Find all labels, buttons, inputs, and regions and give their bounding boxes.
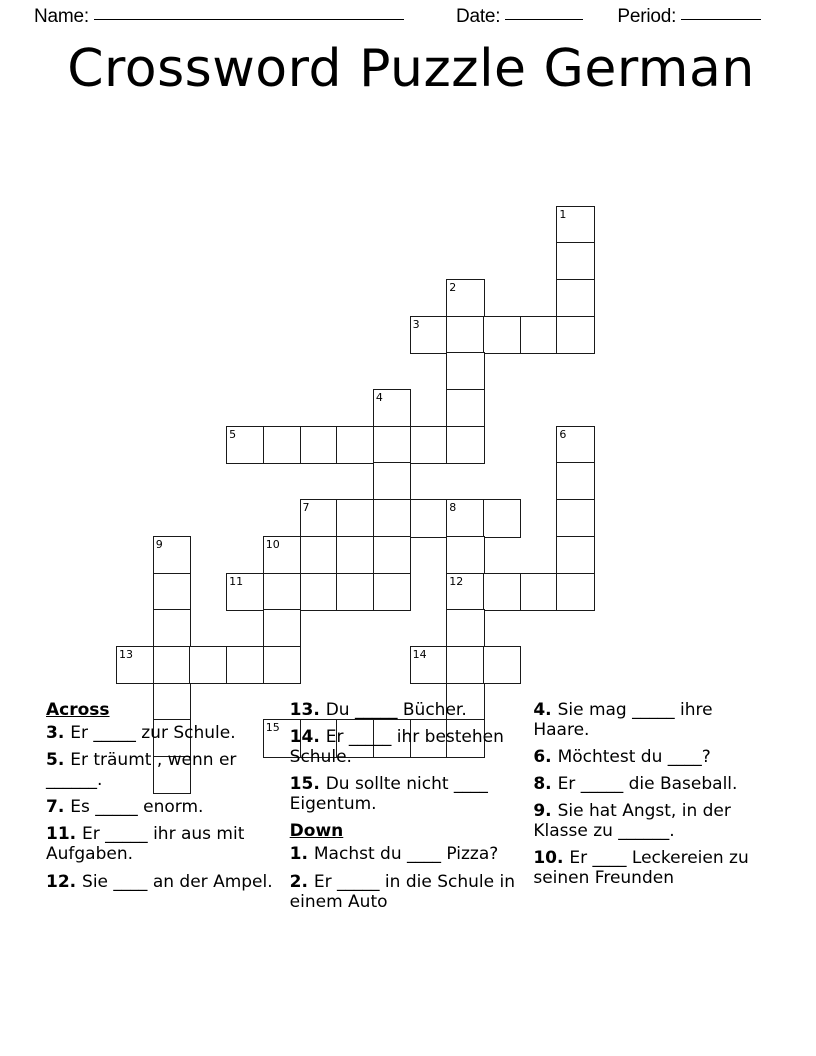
clue-text: Er _____ ihr bestehen Schule. [289, 727, 504, 768]
clue-number: 2. [289, 871, 314, 892]
clue-item [290, 700, 518, 720]
crossword-clue-number: 11 [229, 574, 244, 588]
crossword-cell[interactable] [556, 573, 594, 611]
crossword-cell[interactable] [556, 279, 594, 317]
clue-text: Sie ____ an der Ampel. [82, 871, 273, 892]
crossword-cell[interactable] [373, 499, 411, 537]
crossword-cell[interactable] [153, 573, 191, 611]
clue-item [533, 747, 766, 767]
clue-text: Er _____ die Baseball. [557, 774, 738, 795]
crossword-cell[interactable] [153, 536, 191, 574]
crossword-cell[interactable] [263, 573, 301, 611]
clue-section [0, 700, 816, 919]
clue-number: 1. [289, 844, 314, 865]
clue-column-3 [533, 700, 782, 919]
crossword-cell[interactable] [446, 389, 484, 427]
crossword-clue-number: 10 [265, 537, 280, 551]
crossword-cell[interactable] [446, 646, 484, 684]
name-write-line[interactable] [94, 19, 404, 20]
crossword-cell[interactable] [483, 573, 521, 611]
clue-number: 6. [533, 747, 558, 768]
clue-column-1 [46, 700, 290, 919]
crossword-cell[interactable] [263, 609, 301, 647]
crossword-cell[interactable] [153, 646, 191, 684]
page-title: Crossword Puzzle German [67, 39, 755, 99]
clue-number: 9. [533, 801, 558, 822]
clue-item [533, 700, 766, 740]
period-label: Period: [617, 6, 677, 27]
clue-text: Er _____ in die Schule in einem Auto [289, 871, 515, 912]
crossword-cell[interactable] [116, 646, 154, 684]
crossword-cell[interactable] [263, 646, 301, 684]
crossword-cell[interactable] [300, 499, 338, 537]
clue-item [290, 872, 518, 912]
clue-text: Machst du ____ Pizza? [313, 844, 499, 865]
clue-number: 5. [46, 750, 71, 771]
crossword-cell[interactable] [263, 426, 301, 464]
clue-number: 13. [289, 700, 326, 720]
clue-number: 10. [533, 848, 570, 869]
crossword-cell[interactable] [226, 426, 264, 464]
crossword-cell[interactable] [226, 573, 264, 611]
crossword-cell[interactable] [373, 389, 411, 427]
clue-text: Du sollte nicht ____ Eigentum. [289, 774, 488, 815]
clue-number: 14. [289, 727, 326, 748]
crossword-cell[interactable] [556, 316, 594, 354]
crossword-cell[interactable] [410, 316, 448, 354]
crossword-cell[interactable] [446, 316, 484, 354]
clue-text: Es _____ enorm. [70, 797, 204, 818]
clue-item [533, 848, 766, 888]
clue-item [46, 872, 274, 892]
clue-text: Sie mag _____ ihre Haare. [533, 700, 713, 741]
crossword-cell[interactable] [410, 499, 448, 537]
crossword-clue-number: 7 [302, 501, 310, 515]
clue-text: Möchtest du ____? [557, 747, 711, 768]
crossword-cell[interactable] [446, 499, 484, 537]
clue-item [290, 727, 518, 767]
crossword-cell[interactable] [446, 609, 484, 647]
across-heading: Across [46, 700, 110, 720]
crossword-clue-number: 13 [119, 647, 133, 661]
crossword-clue-number: 3 [412, 317, 420, 331]
name-label: Name: [34, 6, 89, 27]
crossword-clue-number: 9 [155, 537, 163, 551]
crossword-cell[interactable] [520, 573, 558, 611]
name-field-group [34, 6, 404, 28]
crossword-cell[interactable] [373, 426, 411, 464]
clue-item [290, 844, 518, 864]
crossword-cell[interactable] [300, 573, 338, 611]
clue-item [46, 797, 274, 817]
crossword-clue-number: 5 [229, 427, 237, 441]
crossword-cell[interactable] [556, 206, 594, 244]
crossword-clue-number: 6 [559, 427, 567, 441]
clue-column-2 [290, 700, 534, 919]
crossword-cell[interactable] [410, 426, 448, 464]
crossword-cell[interactable] [263, 536, 301, 574]
clue-number: 8. [533, 774, 558, 795]
crossword-cell[interactable] [446, 573, 484, 611]
crossword-clue-number: 4 [375, 391, 383, 405]
crossword-clue-number: 1 [559, 207, 567, 221]
crossword-cell[interactable] [226, 646, 264, 684]
clue-text: Er _____ ihr aus mit Aufgaben. [46, 824, 245, 865]
crossword-cell[interactable] [556, 536, 594, 574]
crossword-clue-number: 2 [449, 280, 457, 294]
crossword-cell[interactable] [300, 426, 338, 464]
crossword-cell[interactable] [373, 536, 411, 574]
clue-text: Er _____ zur Schule. [70, 723, 236, 744]
crossword-cell[interactable] [556, 499, 594, 537]
crossword-cell[interactable] [336, 426, 374, 464]
crossword-cell[interactable] [153, 609, 191, 647]
crossword-cell[interactable] [189, 646, 227, 684]
crossword-cell[interactable] [336, 536, 374, 574]
crossword-cell[interactable] [520, 316, 558, 354]
crossword-cell[interactable] [300, 536, 338, 574]
clue-item [290, 774, 518, 814]
clue-item [533, 801, 766, 841]
clue-text: Er träumt , wenn er ______. [46, 750, 237, 791]
crossword-clue-number: 8 [449, 501, 457, 515]
down-heading: Down [289, 821, 344, 842]
clue-item [533, 774, 766, 794]
crossword-clue-number: 12 [449, 574, 464, 588]
clue-number: 7. [46, 797, 71, 818]
date-field-group [456, 6, 583, 28]
clue-number: 3. [46, 723, 71, 744]
crossword-cell[interactable] [446, 426, 484, 464]
clue-number: 12. [46, 871, 83, 892]
clue-number: 15. [289, 774, 326, 795]
crossword-cell[interactable] [410, 646, 448, 684]
crossword-cell[interactable] [373, 573, 411, 611]
date-write-line[interactable] [505, 19, 583, 20]
crossword-cell[interactable] [483, 646, 521, 684]
clue-number: 11. [46, 824, 83, 845]
crossword-cell[interactable] [446, 279, 484, 317]
clue-item [46, 824, 274, 864]
clue-text: Du _____ Bücher. [325, 700, 467, 720]
crossword-clue-number: 14 [412, 647, 427, 661]
date-label: Date: [455, 6, 501, 27]
clue-number: 4. [533, 700, 558, 720]
crossword-cell[interactable] [483, 316, 521, 354]
crossword-clue-number: 15 [265, 721, 280, 735]
clue-text: Sie hat Angst, in der Klasse zu ______. [533, 801, 731, 842]
period-write-line[interactable] [681, 19, 761, 20]
clue-item [46, 750, 274, 790]
crossword-cell[interactable] [556, 426, 594, 464]
worksheet-header [0, 0, 816, 28]
crossword-cell[interactable] [373, 462, 411, 500]
crossword-cell[interactable] [556, 462, 594, 500]
clue-item [46, 723, 274, 743]
crossword-cell[interactable] [446, 536, 484, 574]
period-field-group [617, 6, 761, 28]
crossword-cell[interactable] [336, 499, 374, 537]
crossword-cell[interactable] [556, 242, 594, 280]
clue-text: Er ____ Leckereien zu seinen Freunden [533, 848, 749, 889]
crossword-cell[interactable] [483, 499, 521, 537]
crossword-cell[interactable] [336, 573, 374, 611]
crossword-cell[interactable] [446, 352, 484, 390]
